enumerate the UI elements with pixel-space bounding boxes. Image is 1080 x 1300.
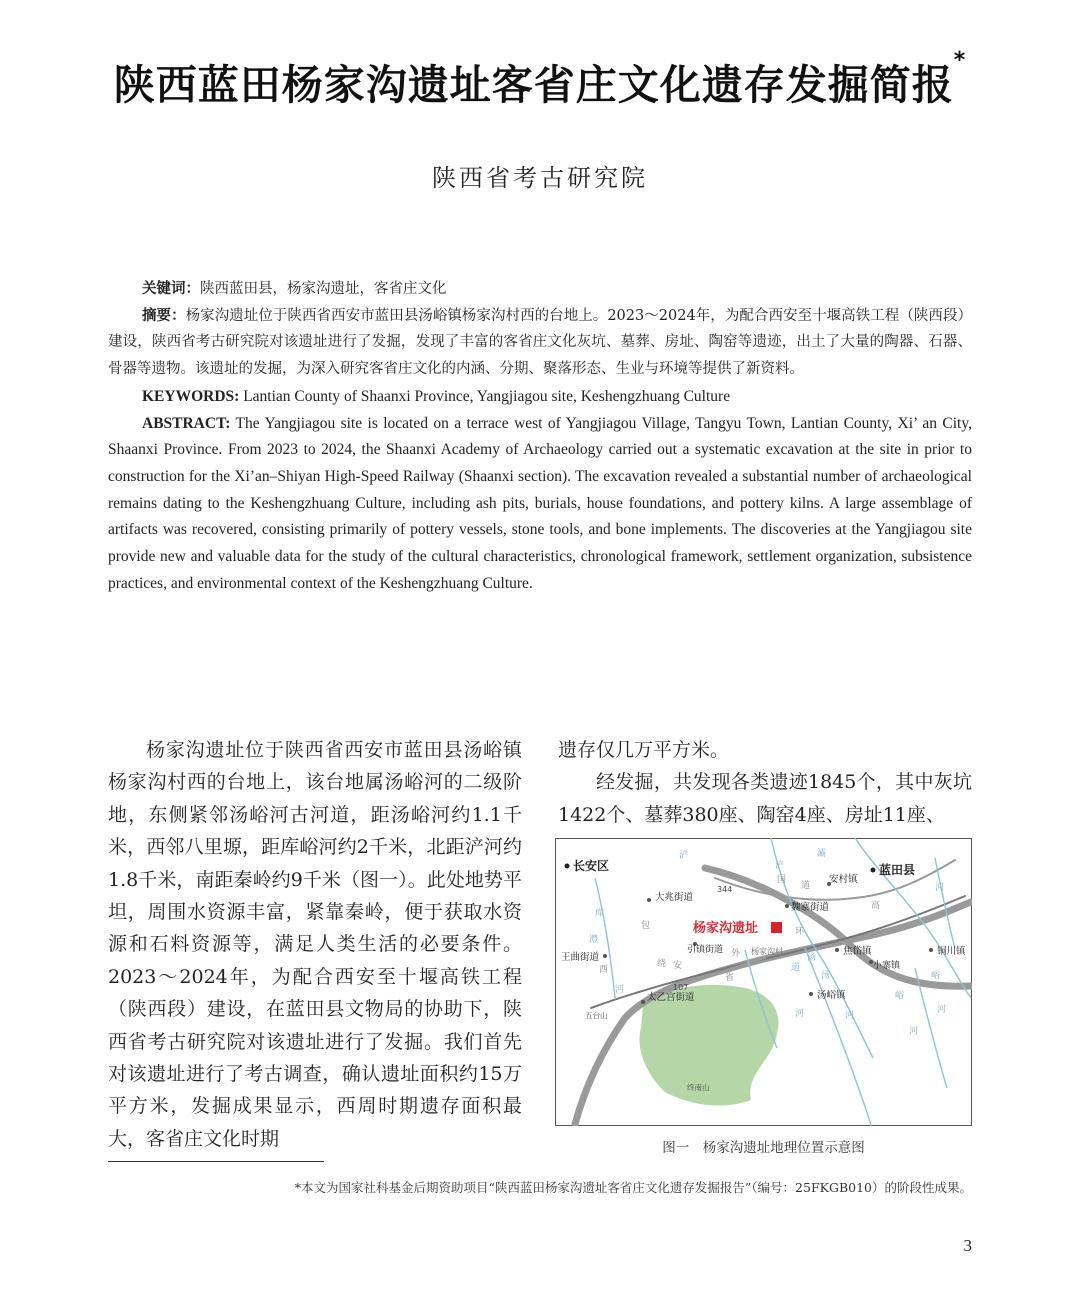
- map-label-road-h: 道: [801, 881, 811, 891]
- body-right-column: [558, 734, 972, 831]
- paper-title: 陕西蓝田杨家沟遗址客省庄文化遗存发掘简报*: [113, 48, 967, 109]
- map-label-wutai: 五台山: [585, 1011, 608, 1020]
- map-label-zhongnan: 终南山: [687, 1083, 710, 1092]
- map-label-road-p: 河: [615, 985, 625, 995]
- abstract-cn: 摘要：杨家沟遗址位于陕西省西安市蓝田县汤峪镇杨家沟村西的台地上。2023～2024年，为配合西安至十堰高铁工程（陕西段）建设，陕西省考古研究院对该遗址进行了发掘，发现了丰富的客省庄文化灰坑、墓葬、房址、陶窑等遗迹，出土了大量的陶器、石器、骨器等遗物。该遗址的发掘，为深入研究客省庄文化的内涵、分期、聚落形态、生业与环境等提供了新资料。: [108, 306, 972, 378]
- map-label-tangyu: 汤峪镇: [817, 990, 846, 1001]
- map-label-road-l: 汤: [821, 971, 831, 981]
- map-label-xiaozhai: 小寨镇: [873, 961, 901, 971]
- map-label-ba-river: 灞: [817, 849, 827, 859]
- map-label-yangjia-village: 杨家沟村: [751, 947, 783, 956]
- map-label-road-g: 国: [777, 875, 787, 885]
- map-label-river-4: 库: [595, 909, 605, 919]
- map-label-ancun: 安村镇: [829, 874, 858, 885]
- author: 陕西省考古研究院: [432, 164, 648, 192]
- map-label-road-i: 高: [871, 901, 881, 911]
- body-paragraph: 杨家沟遗址位于陕西省西安市蓝田县汤峪镇杨家沟村西的台地上，该台地属汤峪河的二级阶地，东侧紧邻汤峪河古河道，距汤峪河约1.1千米，西邻八里塬，距库峪河约2千米，北距浐河约1.8千米，南距秦岭约9千米（图一）。此处地势平坦，周围水资源丰富，紧靠秦岭，便于获取水资源和石料资源等，满足人类生活的必要条件。2023～2024年，为配合西安至十堰高铁工程（陕西段）建设，在蓝田县文物局的协助下，陕西省考古研究院对该遗址进行了发掘。我们首先对该遗址进行了考古调查，确认遗址面积约15万平方米，发掘成果显示，西周时期遗存面积最大，客省庄文化时期: [108, 739, 522, 1150]
- body-paragraph-continued: 遗存仅几万平方米。: [558, 739, 730, 761]
- map-label-river-2: 峪: [931, 971, 941, 981]
- map-label-site: 杨家沟遗址: [693, 921, 759, 936]
- location-map: [555, 838, 972, 1126]
- map-label-wangqu: 王曲街道: [561, 952, 600, 963]
- map-label-road-o: 河: [909, 1027, 919, 1037]
- abstract-block: [108, 276, 972, 597]
- map-label-yinzhen: 引镇街道: [687, 945, 724, 955]
- map-label-road-r: 浐: [775, 861, 785, 871]
- map-label-road-m: 河: [845, 1011, 855, 1021]
- map-label-weizhai: 魏寨街道: [791, 902, 830, 913]
- map-label-chan-river: 浐: [679, 851, 689, 861]
- map-label-road-q: 澧: [589, 935, 599, 945]
- site-marker: [771, 922, 782, 933]
- body-paragraph: 经发掘，共发现各类遗迹1845个，其中灰坑1422个、墓葬380座、陶窑4座、房址11座、: [558, 771, 972, 826]
- map-label-river-1: 河: [935, 883, 945, 893]
- map-label-changan: 长安区: [573, 859, 610, 873]
- abstract-en: ABSTRACT: The Yangjiagou site is located on a terrace west of Yangjiagou Village, Tangyu Town, Lantian County, Xi’ an City, Shaanxi Province. From 2023 to 2024, the Shaanxi Academy of Archaeology carried out a systematic excavation at the site in prior to construction for the Xi’an–Shiyan High-Speed Railway (Shaanxi section). The excavation revealed a substantial number of archaeological remains dating to the Keshengzhuang Culture, including ash pits, burials, house foundations, and pottery kilns. A large assemblage of artifacts was recovered, consisting primarily of pottery vessels, stone tools, and bone implements. The discoveries at the Yangjiagou site provide new and valuable data for the study of the cultural characteristics, chronological framework, settlement organization, subsistence practices, and environmental context of the Keshengzhuang Culture.: [108, 414, 972, 592]
- keywords-en: KEYWORDS: Lantian County of Shaanxi Province, Yangjiagou site, Keshengzhuang Culture: [142, 387, 731, 405]
- map-label-river-5: 汤: [807, 953, 817, 963]
- map-label-dazhao: 大兆街道: [655, 892, 694, 903]
- map-label-river-3: 河: [937, 1005, 947, 1015]
- map-label-taiyigong: 太乙宫街道: [647, 992, 695, 1003]
- map-label-road-j: 绕: [657, 959, 667, 969]
- keywords-cn: 关键词：陕西蓝田县，杨家沟遗址，客省庄文化: [142, 280, 447, 297]
- map-label-road-344: 344: [717, 885, 733, 894]
- title-footnote-mark: *: [953, 48, 967, 73]
- map-label-river-6: 道: [791, 963, 801, 973]
- map-label-road-s: 河: [795, 1009, 805, 1019]
- map-label-road-t: 包: [641, 921, 651, 931]
- map-label-road-d: 西: [599, 965, 609, 975]
- map-label-lantian: 蓝田县: [879, 863, 916, 877]
- map-label-jiaodai: 焦岱镇: [843, 946, 872, 957]
- map-label-road-n: 峪: [895, 991, 905, 1001]
- body-left-column: [108, 734, 522, 1155]
- map-label-road-k: 环: [795, 927, 805, 937]
- map-label-road-f: 安: [673, 961, 683, 971]
- map-label-road-107: 107: [673, 983, 689, 992]
- footnote-rule: [108, 1161, 324, 1162]
- map-label-tongchuan: 铜川镇: [937, 946, 966, 957]
- footnote: *本文为国家社科基金后期资助项目“陕西蓝田杨家沟遗址客省庄文化遗存发掘报告”（编号：25FKGB010）的阶段性成果。: [294, 1180, 972, 1195]
- figure-caption: 图一 杨家沟遗址地理位置示意图: [662, 1140, 865, 1156]
- map-label-road-c: 外: [731, 949, 741, 959]
- map-label-road-e: 省: [725, 973, 735, 983]
- page-number: 3: [963, 1236, 972, 1255]
